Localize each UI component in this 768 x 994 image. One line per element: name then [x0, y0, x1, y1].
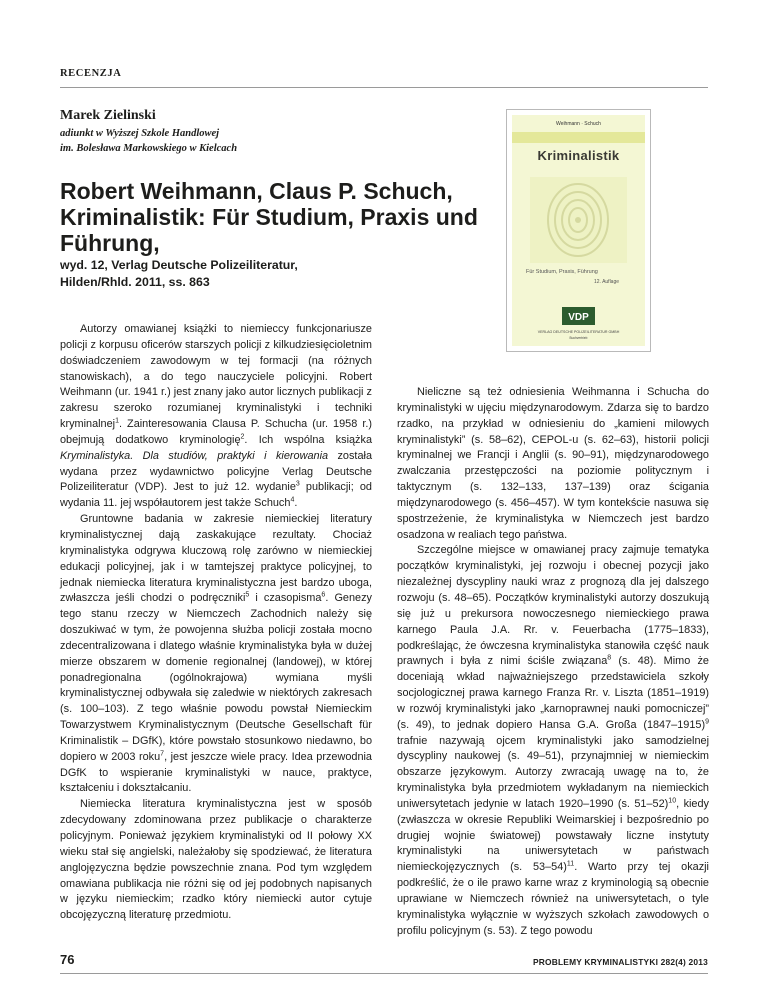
paragraph-text: Gruntowne badania w zakresie niemieckiej literatury kryminalistycznej dają zaskakujące rezultaty. Chociaż kryminalistyka odgrywa kluczową rolę zarówno w niemieckiej edukacji policyjnej, jak i w tamtejszej praktyce policyjnej, to jednak niemiecka literatura kryminalistyczna jest bardzo uboga, zwłaszcza jeśli chodzi o podręczniki: [60, 513, 372, 605]
paragraph-text: trafnie nazywają ojcem kryminalistyki jako samodzielnej dyscypliny naukowej (s. 49–51), przynajmniej w niemieckim obszarze językowym. Autorzy zwracają uwagę na to, że kryminalistyka była przedmiotem wykładanym na niemieckich uniwersytetach jedynie w latach 1920–1990 (s. 51–52): [397, 734, 709, 810]
section-label: RECENZJA: [60, 68, 122, 79]
footnote-ref: 2: [240, 433, 245, 441]
paragraph-text: . Genezy tego stanu rzeczy w Niemczech Zachodnich należy się doszukiwać w tym, że powojenna służba policji została mocno zdecentralizowana i dlatego właśnie kryminalistyka była w dużej mierze obszarem w domenie regionalnej (landowej), w której ponadregionalna (ogólnokrajowa) wymiana myśli kryminalistycznej odbywała się zaledwie w niektórych zakresach (s. 100–103). Z tego właśnie powodu powstał Niemieckim Towarzystwem Kryminalistycznym (Deutsche Gesellschaft für Kriminalistik – DGfK), które powstało stosunkowo niedawno, bo dopiero w 2003 roku: [60, 592, 372, 763]
cover-edition: 12. Auflage: [594, 279, 620, 285]
article-column-left: [60, 322, 372, 924]
publication-details-line: wyd. 12, Verlag Deutsche Polizeiliteratur,: [60, 258, 298, 272]
paragraph-text: publikacji; od wydania 11. jej współautorem jest także Schuch: [60, 481, 372, 510]
paragraph-text: Autorzy omawianej książki to niemieccy funkcjonariusze policji z korpusu oficerów starszych policji z kilkudziesięcioletnim doświadczeniem zawodowym w tej formacji (na różnych stanowiskach), a do tego nauczyciele policyjni. Robert Weihmann (ur. 1941 r.) jest znany jako autor licznych publikacji z zakresu szeroko rozumianej kryminalistyki i techniki kryminalnej: [60, 323, 372, 431]
cover-title: Kriminalistik: [537, 148, 620, 163]
article-paragraph: [60, 512, 372, 797]
review-title-line: Robert Weihmann, Claus P. Schuch,: [60, 178, 453, 204]
publication-details: [60, 257, 490, 291]
footnote-ref: 4: [290, 496, 295, 504]
paragraph-text: (s. 48). Mimo że doceniają wkład najważniejszego przedstawiciela szkoły socjologicznej prawa karnego Franza Rr. v. Liszta (1851–1919) w rozwój kryminalistyki jako „karnoprawnej nauki pomocniczej” (s. 49), to jednak dopiero Hansa G.A. Großa (1847–1915): [397, 655, 709, 731]
footnote-ref: 8: [607, 654, 612, 662]
footnote-ref: 11: [566, 860, 575, 868]
book-cover-image: [506, 109, 651, 352]
paragraph-text: została wydana przez wydawnictwo policyjne Verlag Deutsche Polizeiliteratur (VDP). Jest to już 12. wydanie: [60, 449, 372, 494]
paragraph-text: . Ich wspólna książka: [244, 433, 372, 446]
footnote-ref: 7: [160, 750, 165, 758]
article-column-right: [397, 385, 709, 940]
publisher-logo-text: VDP: [568, 312, 589, 323]
article-paragraph: [60, 797, 372, 924]
publisher-logo: [562, 307, 595, 325]
cover-publisher-line: Buchvertrieb: [569, 336, 588, 340]
footnote-ref: 1: [115, 417, 119, 425]
cover-fingerprint-graphic: [530, 177, 627, 263]
cover-publisher: VERLAG DEUTSCHE POLIZEILITERATUR GMBH: [537, 330, 620, 334]
book-cover-background: [512, 115, 645, 346]
paragraph-text: , kiedy (zwłaszcza w okresie Republiki Weimarskiej i bezpośrednio po drugiej wojnie światowej) powstawały liczne instytuty kryminalistyki na uniwersytetach w państwach niemieckojęzycznych (s. 53–54): [397, 797, 709, 874]
paragraph-text: .: [294, 497, 298, 510]
cover-subtitle: Für Studium, Praxis, Führung: [526, 269, 598, 275]
author-affiliation: adiunkt w Wyższej Szkole Handlowej: [60, 128, 220, 139]
article-paragraph: [60, 322, 372, 512]
cover-band: [512, 132, 645, 143]
author-affiliation: im. Bolesława Markowskiego w Kielcach: [60, 143, 238, 154]
top-divider: [60, 87, 708, 88]
footnote-ref: 9: [705, 718, 709, 726]
review-title-line: Führung,: [60, 230, 160, 256]
paragraph-text: . Warto przy tej okazji podkreślić, że o ile prawo karne wraz z kryminologią są obecnie uprawiane w Niemczech również na uniwersytetach, o tyle kryminalistyka wyłącznie w wyższych szkołach zawodowych o profilu policyjnym (s. 53). Z tego powodu: [397, 861, 709, 937]
paragraph-text: Niemiecka literatura kryminalistyczna jest w sposób zdecydowany zdominowana przez publikacje o charakterze policyjnym. Ponieważ językiem kryminalistyki od II połowy XX wieku stał się angielski, należałoby się spodziewać, że literatura anglojęzyczna będzie powszechnie znana. Pod tym względem omawiana publikacja nie różni się od jej podobnych napisanych w języku niemieckim; rzadko który niemiecki autor cytuje obcojęzyczną literaturę przedmiotu.: [60, 798, 372, 922]
footnote-ref: 5: [245, 591, 250, 599]
article-paragraph: [397, 543, 709, 939]
book-title-italic: Kryminalistyka. Dla studiów, praktyki i kierowania: [60, 449, 329, 462]
page-number: 76: [60, 952, 75, 967]
paragraph-text: . Zainteresowania Clausa P. Schucha (ur. 1958 r.) obejmują dodatkowo kryminologię: [60, 418, 372, 446]
paragraph-text: Szczególne miejsce w omawianej pracy zajmuje tematyka początków kryminalistyki, jej rozwoju i obecnej pozycji jako niezależnej dyscypliny nauki wraz z prognozą dla jej dalszego rozwoju (s. 48–65). Początków kryminalistyki autorzy doszukują się już u prekursora nowoczesnego niemieckiego prawa karnego Paula J.A. Rr. v. Feuerbacha (1775–1833), podkreślając, że ówczesna kryminalistyka stanowiła część nauk prawnych i była z nimi ściśle związana: [397, 544, 709, 668]
paragraph-text: i czasopisma: [249, 592, 322, 605]
bottom-divider: [60, 973, 708, 974]
review-title-line: Kriminalistik: Für Studium, Praxis und: [60, 204, 478, 230]
author-name: Marek Zielinski: [60, 108, 156, 123]
journal-name: PROBLEMY KRYMINALISTYKI 282(4) 2013: [532, 957, 708, 967]
footnote-ref: 10: [668, 797, 677, 805]
cover-authors: Weihmann · Schuch: [556, 121, 601, 127]
paragraph-text: Nieliczne są też odniesienia Weihmanna i Schucha do kryminalistyki w ujęciu międzynarodowym. Zdarza się to bardzo rzadko, na przykład w odniesieniu do „kamieni milowych kryminalistyki” (s. 58–62), CEPOL-u (s. 62–63), historii policji kryminalnej we Francji i Anglii (s. 90–91), międzynarodowego zwalczania przestępczości na poziomie politycznym i taktycznym (s. 132–133, 137–139) oraz ścigania międzynarodowego (s. 456–457). W tym kontekście nasuwa się spostrzeżenie, że kryminalistyka w Niemczech jest bardzo osadzona w realiach tego państwa.: [397, 386, 709, 541]
article-paragraph: [397, 385, 709, 543]
footnote-ref: 6: [321, 591, 326, 599]
review-title: [60, 178, 490, 256]
paragraph-text: , jest jeszcze wiele pracy. Idea przewodnia DGfK to wspieranie kryminalistyki w nauce, praktyce, kształceniu i dokształcaniu.: [60, 750, 372, 795]
publication-details-line: Hilden/Rhld. 2011, ss. 863: [60, 275, 210, 289]
footnote-ref: 3: [295, 480, 300, 488]
